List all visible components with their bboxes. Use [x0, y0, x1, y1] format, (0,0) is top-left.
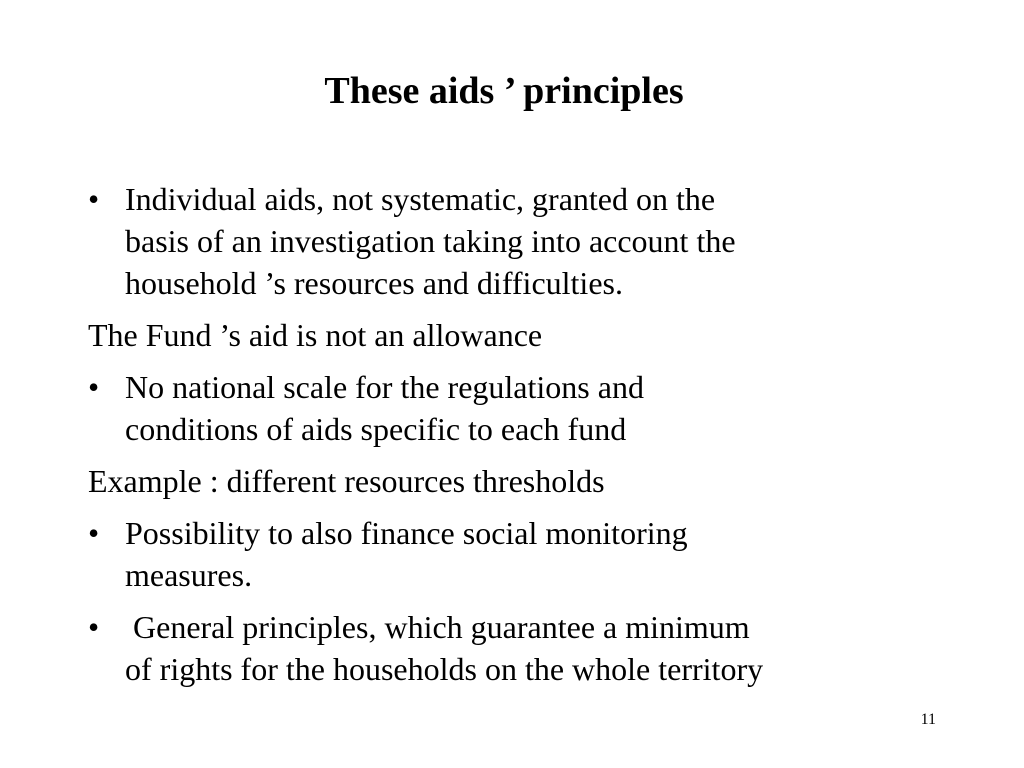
bullet-item [88, 606, 948, 690]
bullet-marker: • [88, 609, 100, 645]
bullet-text-line: measures. [125, 557, 253, 593]
slide-title: These aids ’ principles [324, 70, 684, 112]
bullet-text-line: of rights for the households on the whole territory [125, 651, 764, 687]
bullet-marker: • [88, 181, 100, 217]
bullet-item [88, 366, 948, 450]
plain-text-item [88, 460, 948, 502]
bullet-marker: • [88, 515, 100, 551]
bullet-text-line: General principles, which guarantee a minimum [125, 609, 750, 645]
bullet-text-line: household ’s resources and difficulties. [125, 265, 623, 301]
bullet-text-line: No national scale for the regulations and [125, 369, 644, 405]
plain-text-line: The Fund ’s aid is not an allowance [88, 317, 543, 353]
bullet-text-line: Possibility to also finance social monitoring [125, 515, 688, 551]
bullet-marker: • [88, 369, 100, 405]
bullet-item [88, 512, 948, 596]
bullet-text-line: basis of an investigation taking into account the [125, 223, 736, 259]
plain-text-line: Example : different resources thresholds [88, 463, 605, 499]
slide-content-list [88, 178, 948, 700]
plain-text-item [88, 314, 948, 356]
bullet-item [88, 178, 948, 304]
bullet-text-line: conditions of aids specific to each fund [125, 411, 627, 447]
page-number: 11 [920, 711, 936, 728]
bullet-text-line: Individual aids, not systematic, granted on the [125, 181, 716, 217]
